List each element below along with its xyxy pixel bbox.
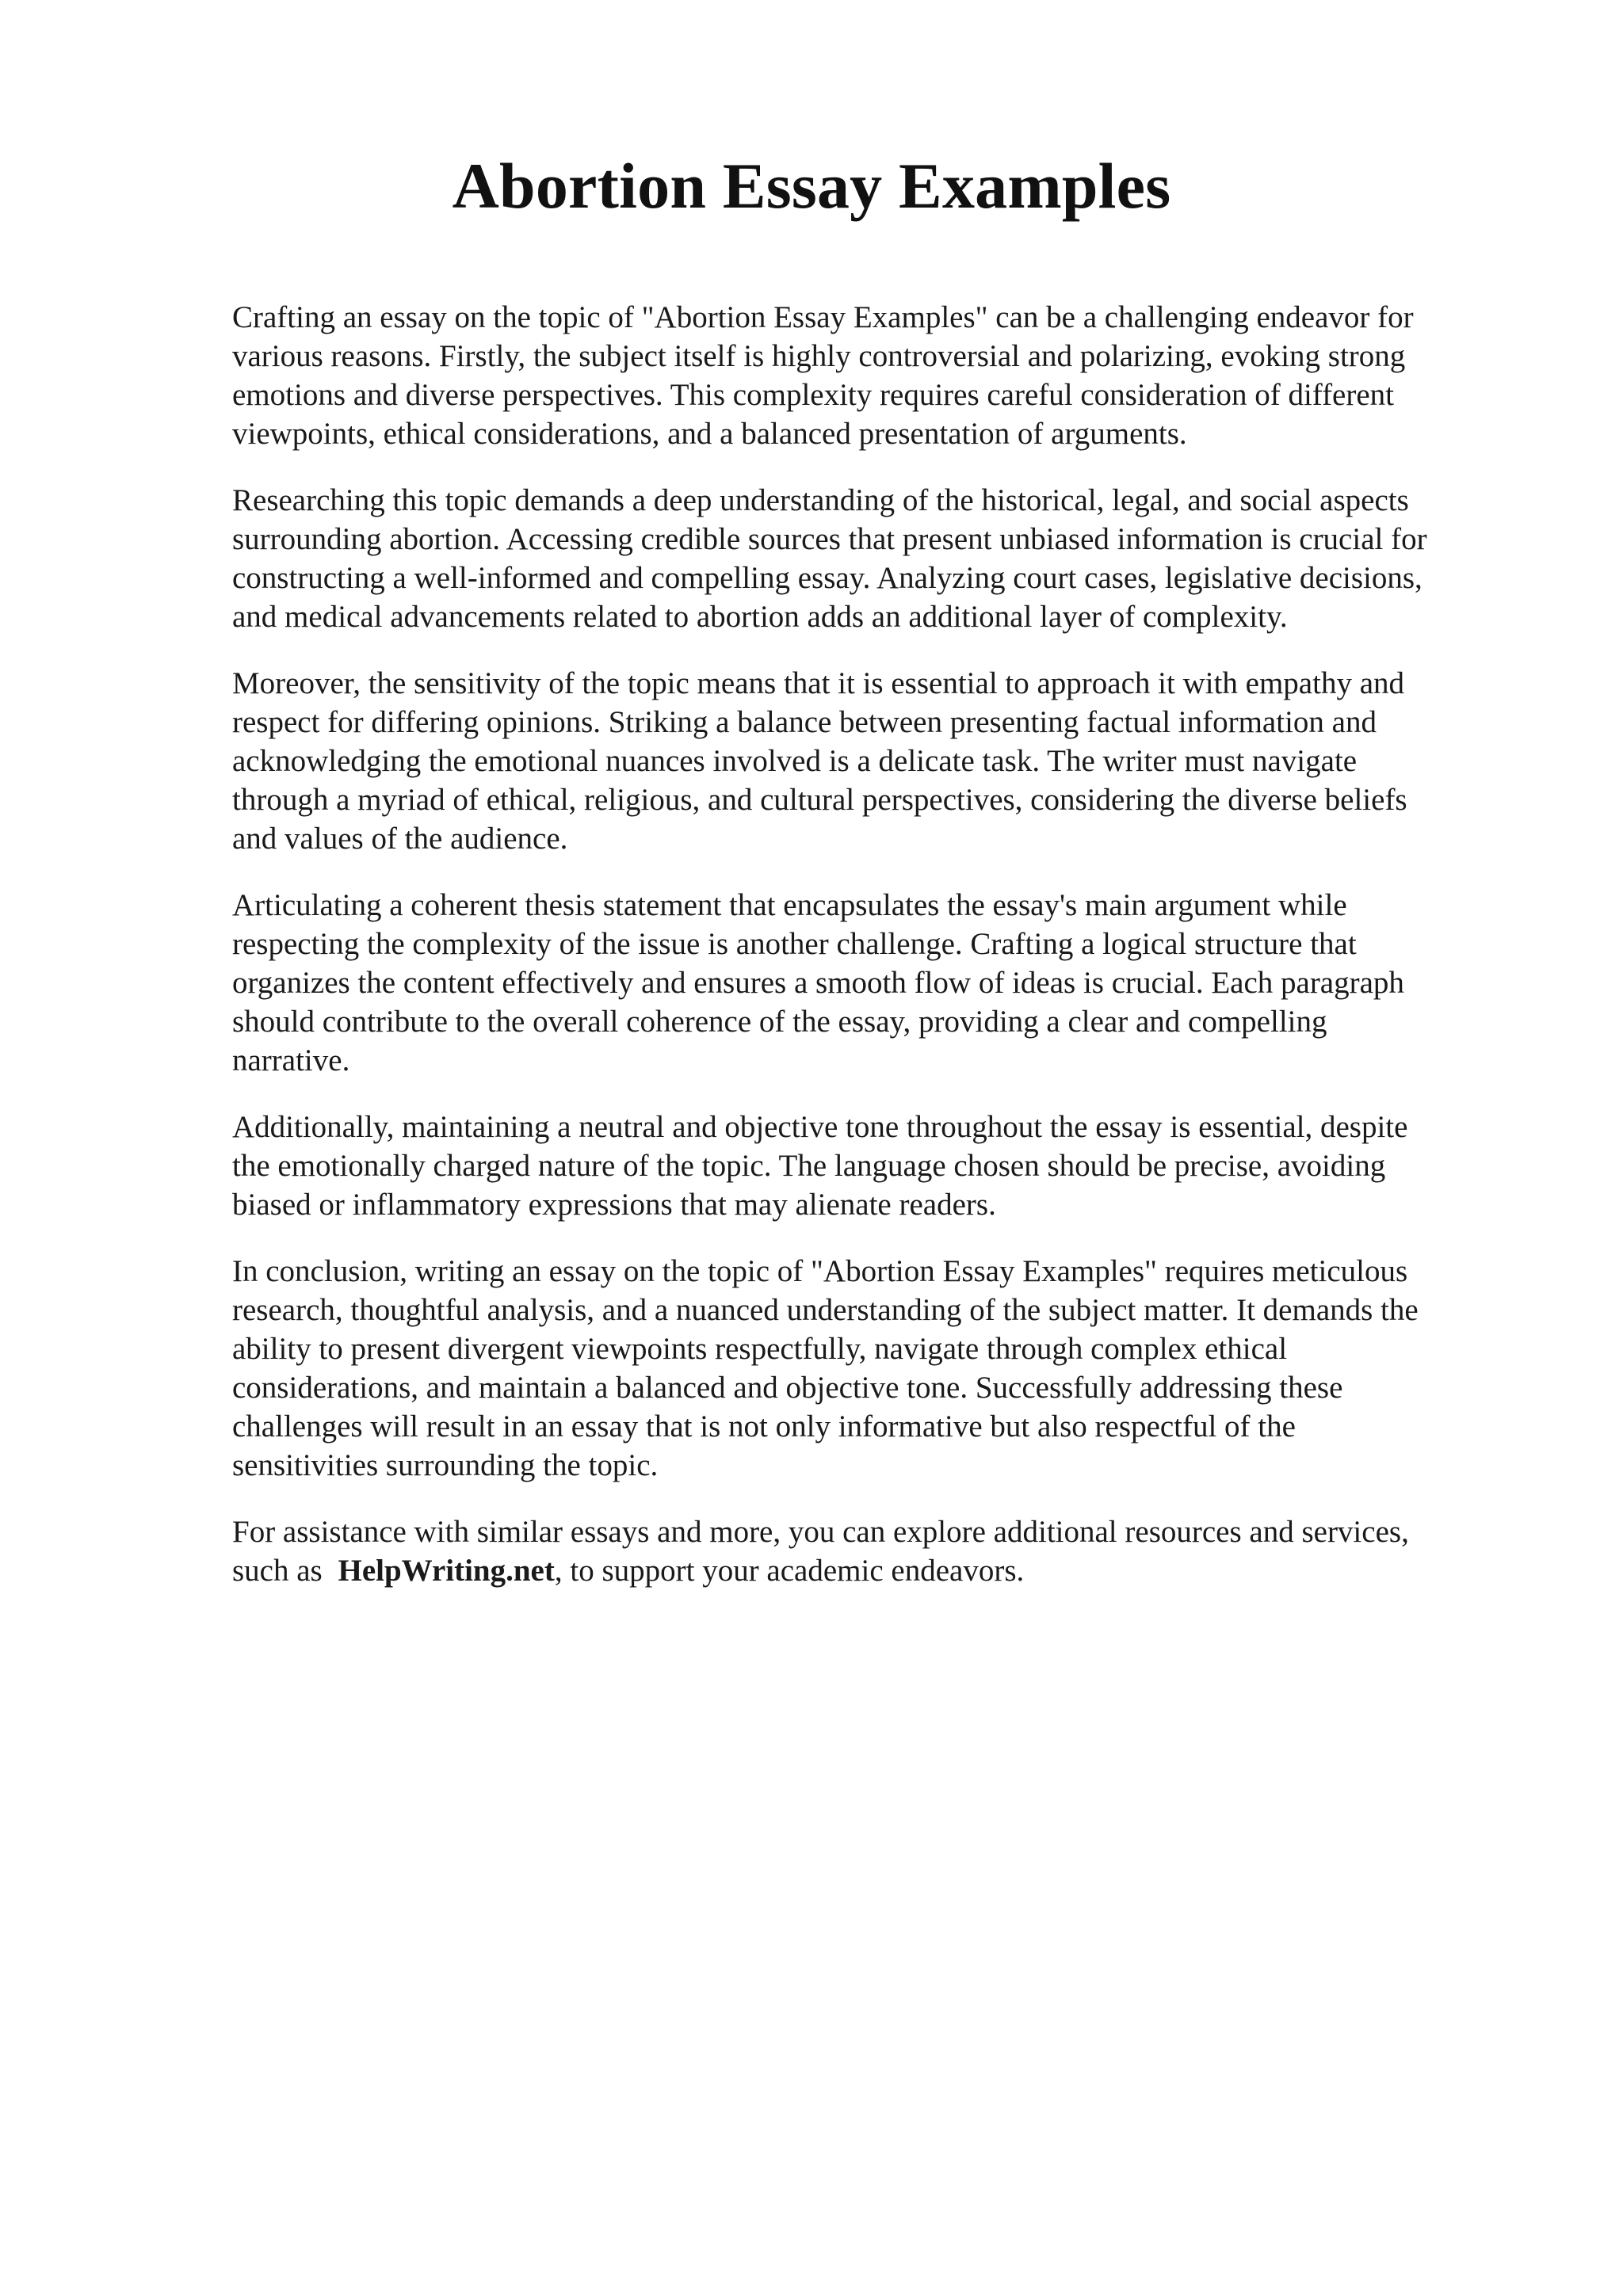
paragraph-line: through a myriad of ethical, religious, and cultural perspectives, considering the diverse beliefs <box>232 783 1407 817</box>
paragraph-line: acknowledging the emotional nuances involved is a delicate task. The writer must navigate <box>232 744 1358 778</box>
paragraph-4 <box>232 886 1532 1080</box>
paragraph-line: biased or inflammatory expressions that may alienate readers. <box>232 1188 996 1222</box>
paragraph-line: ability to present divergent viewpoints respectfully, navigate through complex ethical <box>232 1332 1288 1366</box>
paragraph-line: Crafting an essay on the topic of "Abortion Essay Examples" can be a challenging endeavor for <box>232 300 1414 334</box>
paragraph-line: respecting the complexity of the issue is another challenge. Crafting a logical structure that <box>232 927 1357 961</box>
paragraph-line: research, thoughtful analysis, and a nuanced understanding of the subject matter. It demands the <box>232 1293 1419 1327</box>
paragraph-line: surrounding abortion. Accessing credible sources that present unbiased information is crucial for <box>232 522 1427 556</box>
paragraph-line: constructing a well-informed and compelling essay. Analyzing court cases, legislative decisions, <box>232 561 1423 595</box>
paragraph-line: sensitivities surrounding the topic. <box>232 1448 659 1482</box>
paragraph-line: narrative. <box>232 1043 350 1077</box>
paragraph-line: Moreover, the sensitivity of the topic means that it is essential to approach it with empathy and <box>232 666 1405 700</box>
paragraph-3 <box>232 664 1532 858</box>
paragraph-2 <box>232 481 1532 636</box>
document-body <box>232 298 1532 1618</box>
closing-paragraph <box>232 1512 1532 1590</box>
paragraph-line: considerations, and maintain a balanced and objective tone. Successfully addressing these <box>232 1371 1343 1405</box>
closing-suffix: , to support your academic endeavors. <box>554 1554 1025 1588</box>
closing-prefix: such as <box>232 1554 330 1588</box>
paragraph-line: should contribute to the overall coherence of the essay, providing a clear and compelling <box>232 1005 1327 1039</box>
paragraph-6 <box>232 1252 1532 1485</box>
paragraph-line: the emotionally charged nature of the topic. The language chosen should be precise, avoiding <box>232 1149 1386 1183</box>
paragraph-line: respect for differing opinions. Striking a balance between presenting factual information and <box>232 705 1377 739</box>
paragraph-1 <box>232 298 1532 453</box>
paragraph-line: and values of the audience. <box>232 822 568 856</box>
paragraph-line: challenges will result in an essay that is not only informative but also respectful of the <box>232 1409 1296 1444</box>
paragraph-line: Additionally, maintaining a neutral and objective tone throughout the essay is essential, despite <box>232 1110 1408 1144</box>
document-title: Abortion Essay Examples <box>452 150 1171 222</box>
paragraph-line: emotions and diverse perspectives. This complexity requires careful consideration of different <box>232 378 1395 412</box>
paragraph-line: In conclusion, writing an essay on the topic of "Abortion Essay Examples" requires meticulous <box>232 1254 1408 1288</box>
paragraph-line: For assistance with similar essays and more, you can explore additional resources and services, <box>232 1515 1409 1549</box>
paragraph-line: organizes the content effectively and ensures a smooth flow of ideas is crucial. Each paragraph <box>232 966 1404 1000</box>
paragraph-line: viewpoints, ethical considerations, and a balanced presentation of arguments. <box>232 417 1187 451</box>
paragraph-5 <box>232 1108 1532 1224</box>
paragraph-line <box>232 1551 1532 1590</box>
paragraph-line: Researching this topic demands a deep understanding of the historical, legal, and social aspects <box>232 483 1409 517</box>
helpwriting-link[interactable]: HelpWriting.net <box>338 1554 555 1588</box>
paragraph-line: various reasons. Firstly, the subject itself is highly controversial and polarizing, evoking strong <box>232 339 1406 373</box>
paragraph-line: Articulating a coherent thesis statement that encapsulates the essay's main argument while <box>232 888 1347 922</box>
paragraph-line: and medical advancements related to abortion adds an additional layer of complexity. <box>232 600 1288 634</box>
